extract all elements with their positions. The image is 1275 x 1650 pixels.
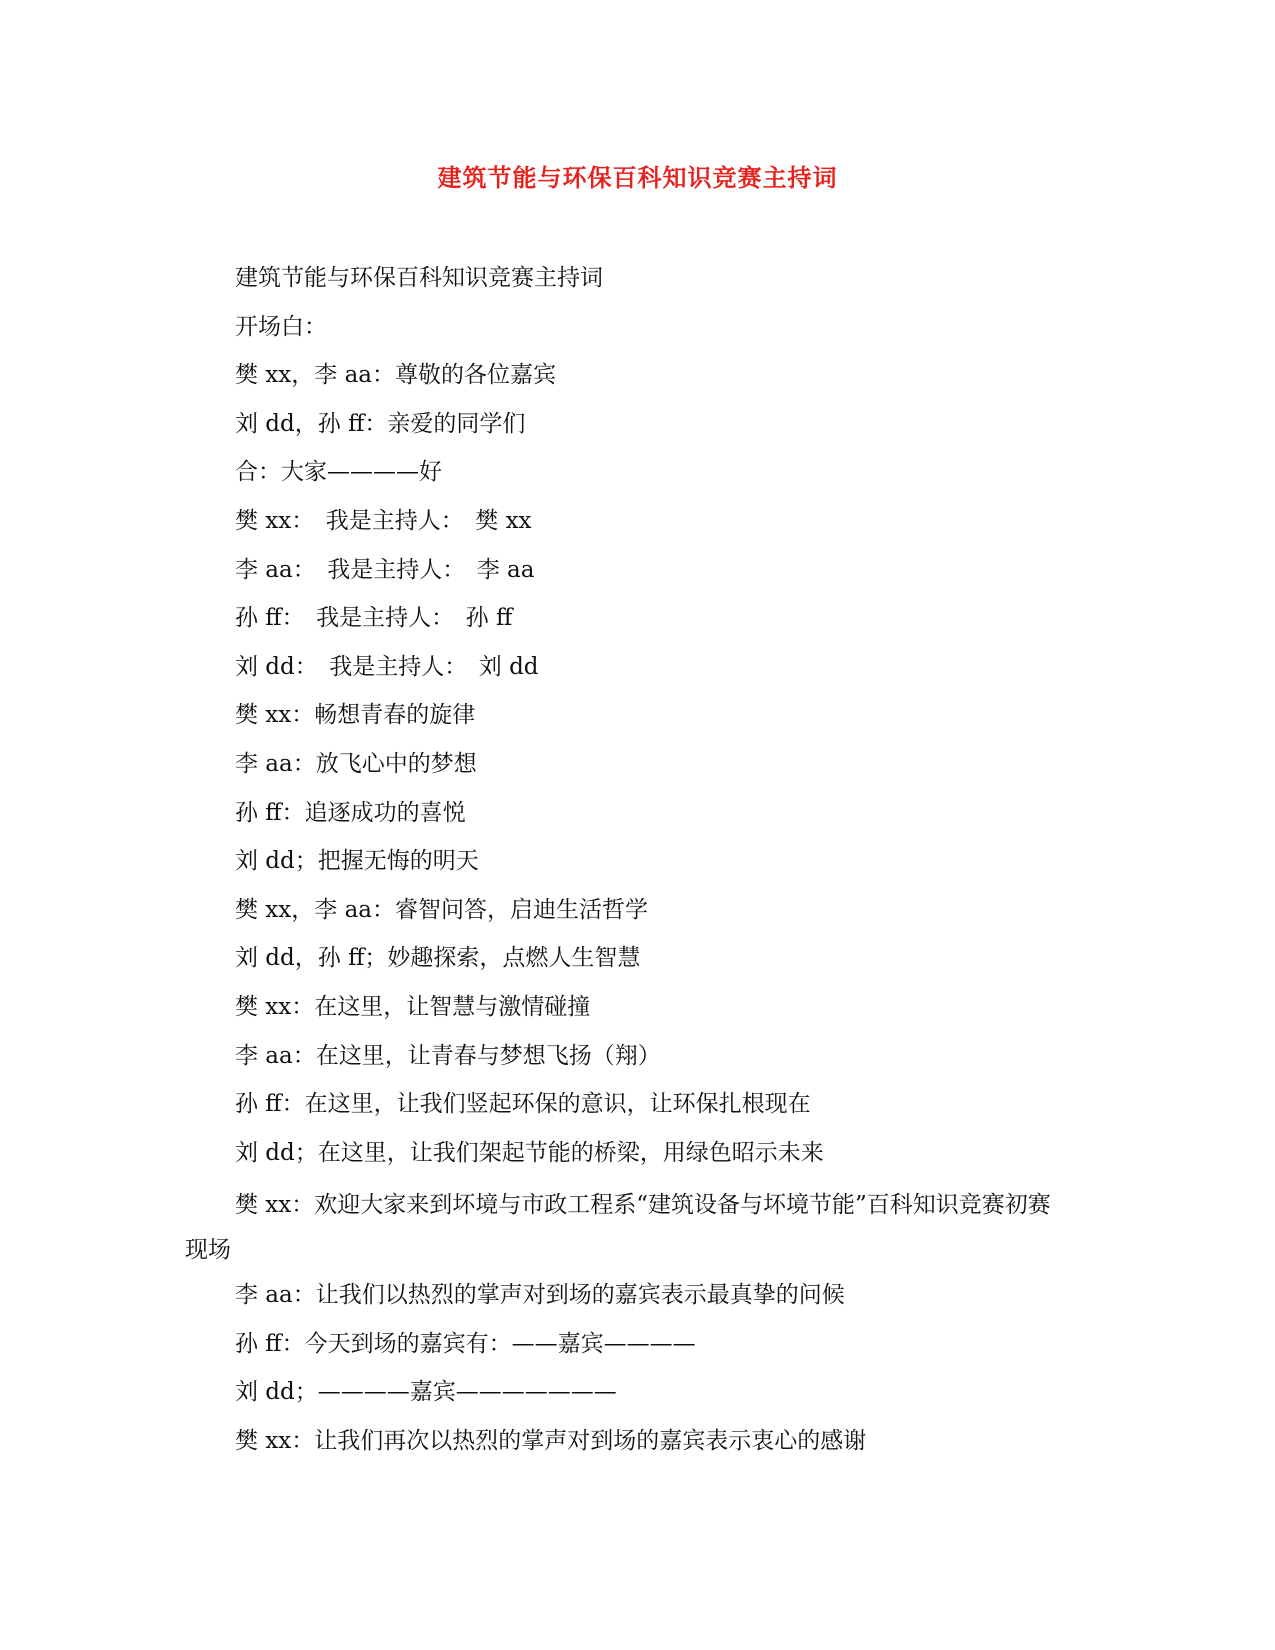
- paragraph: 孙 ff： 我是主持人： 孙 ff: [235, 605, 513, 632]
- paragraph: 刘 dd，孙 ff：亲爱的同学们: [235, 410, 526, 437]
- paragraph: 樊 xx： 我是主持人： 樊 xx: [235, 507, 532, 534]
- paragraph: 合：大家————好: [235, 459, 442, 486]
- paragraph: 建筑节能与环保百科知识竞赛主持词: [235, 265, 603, 291]
- paragraph: 李 aa：在这里，让青春与梦想飞扬（翔）: [235, 1042, 661, 1069]
- paragraph: 樊 xx，李 aa：尊敬的各位嘉宾: [235, 362, 556, 389]
- document-title: 建筑节能与环保百科知识竞赛主持词: [437, 163, 838, 192]
- paragraph: 孙 ff：追逐成功的喜悦: [235, 799, 466, 826]
- paragraph: 李 aa：让我们以热烈的掌声对到场的嘉宾表示最真挚的问候: [235, 1282, 845, 1309]
- paragraph: 刘 dd： 我是主持人： 刘 dd: [235, 653, 539, 680]
- paragraph: 刘 dd，孙 ff；妙趣探索，点燃人生智慧: [235, 945, 641, 972]
- paragraph: 刘 dd；把握无悔的明天: [235, 848, 479, 875]
- paragraph: 樊 xx：在这里，让智慧与激情碰撞: [235, 993, 591, 1020]
- paragraph: 李 aa： 我是主持人： 李 aa: [235, 556, 535, 583]
- paragraph: 孙 ff：今天到场的嘉宾有：——嘉宾————: [235, 1330, 696, 1357]
- paragraph: 樊 xx：欢迎大家来到坏境与市政工程系“建筑设备与坏境节能”百科知识竞赛初赛现场: [185, 1192, 1051, 1264]
- paragraph: 李 aa：放飞心中的梦想: [235, 750, 477, 777]
- paragraph: 樊 xx：让我们再次以热烈的掌声对到场的嘉宾表示衷心的感谢: [235, 1428, 867, 1455]
- document-body: [185, 260, 1065, 1472]
- paragraph: 孙 ff：在这里，让我们竖起环保的意识，让环保扎根现在: [235, 1091, 811, 1118]
- paragraph: 樊 xx，李 aa：睿智问答，启迪生活哲学: [235, 896, 648, 923]
- paragraph: 樊 xx：畅想青春的旋律: [235, 702, 476, 729]
- paragraph: 开场白：: [235, 313, 327, 340]
- paragraph: 刘 dd；————嘉宾———————: [235, 1379, 617, 1406]
- paragraph: 刘 dd；在这里，让我们架起节能的桥梁，用绿色昭示未来: [235, 1139, 824, 1166]
